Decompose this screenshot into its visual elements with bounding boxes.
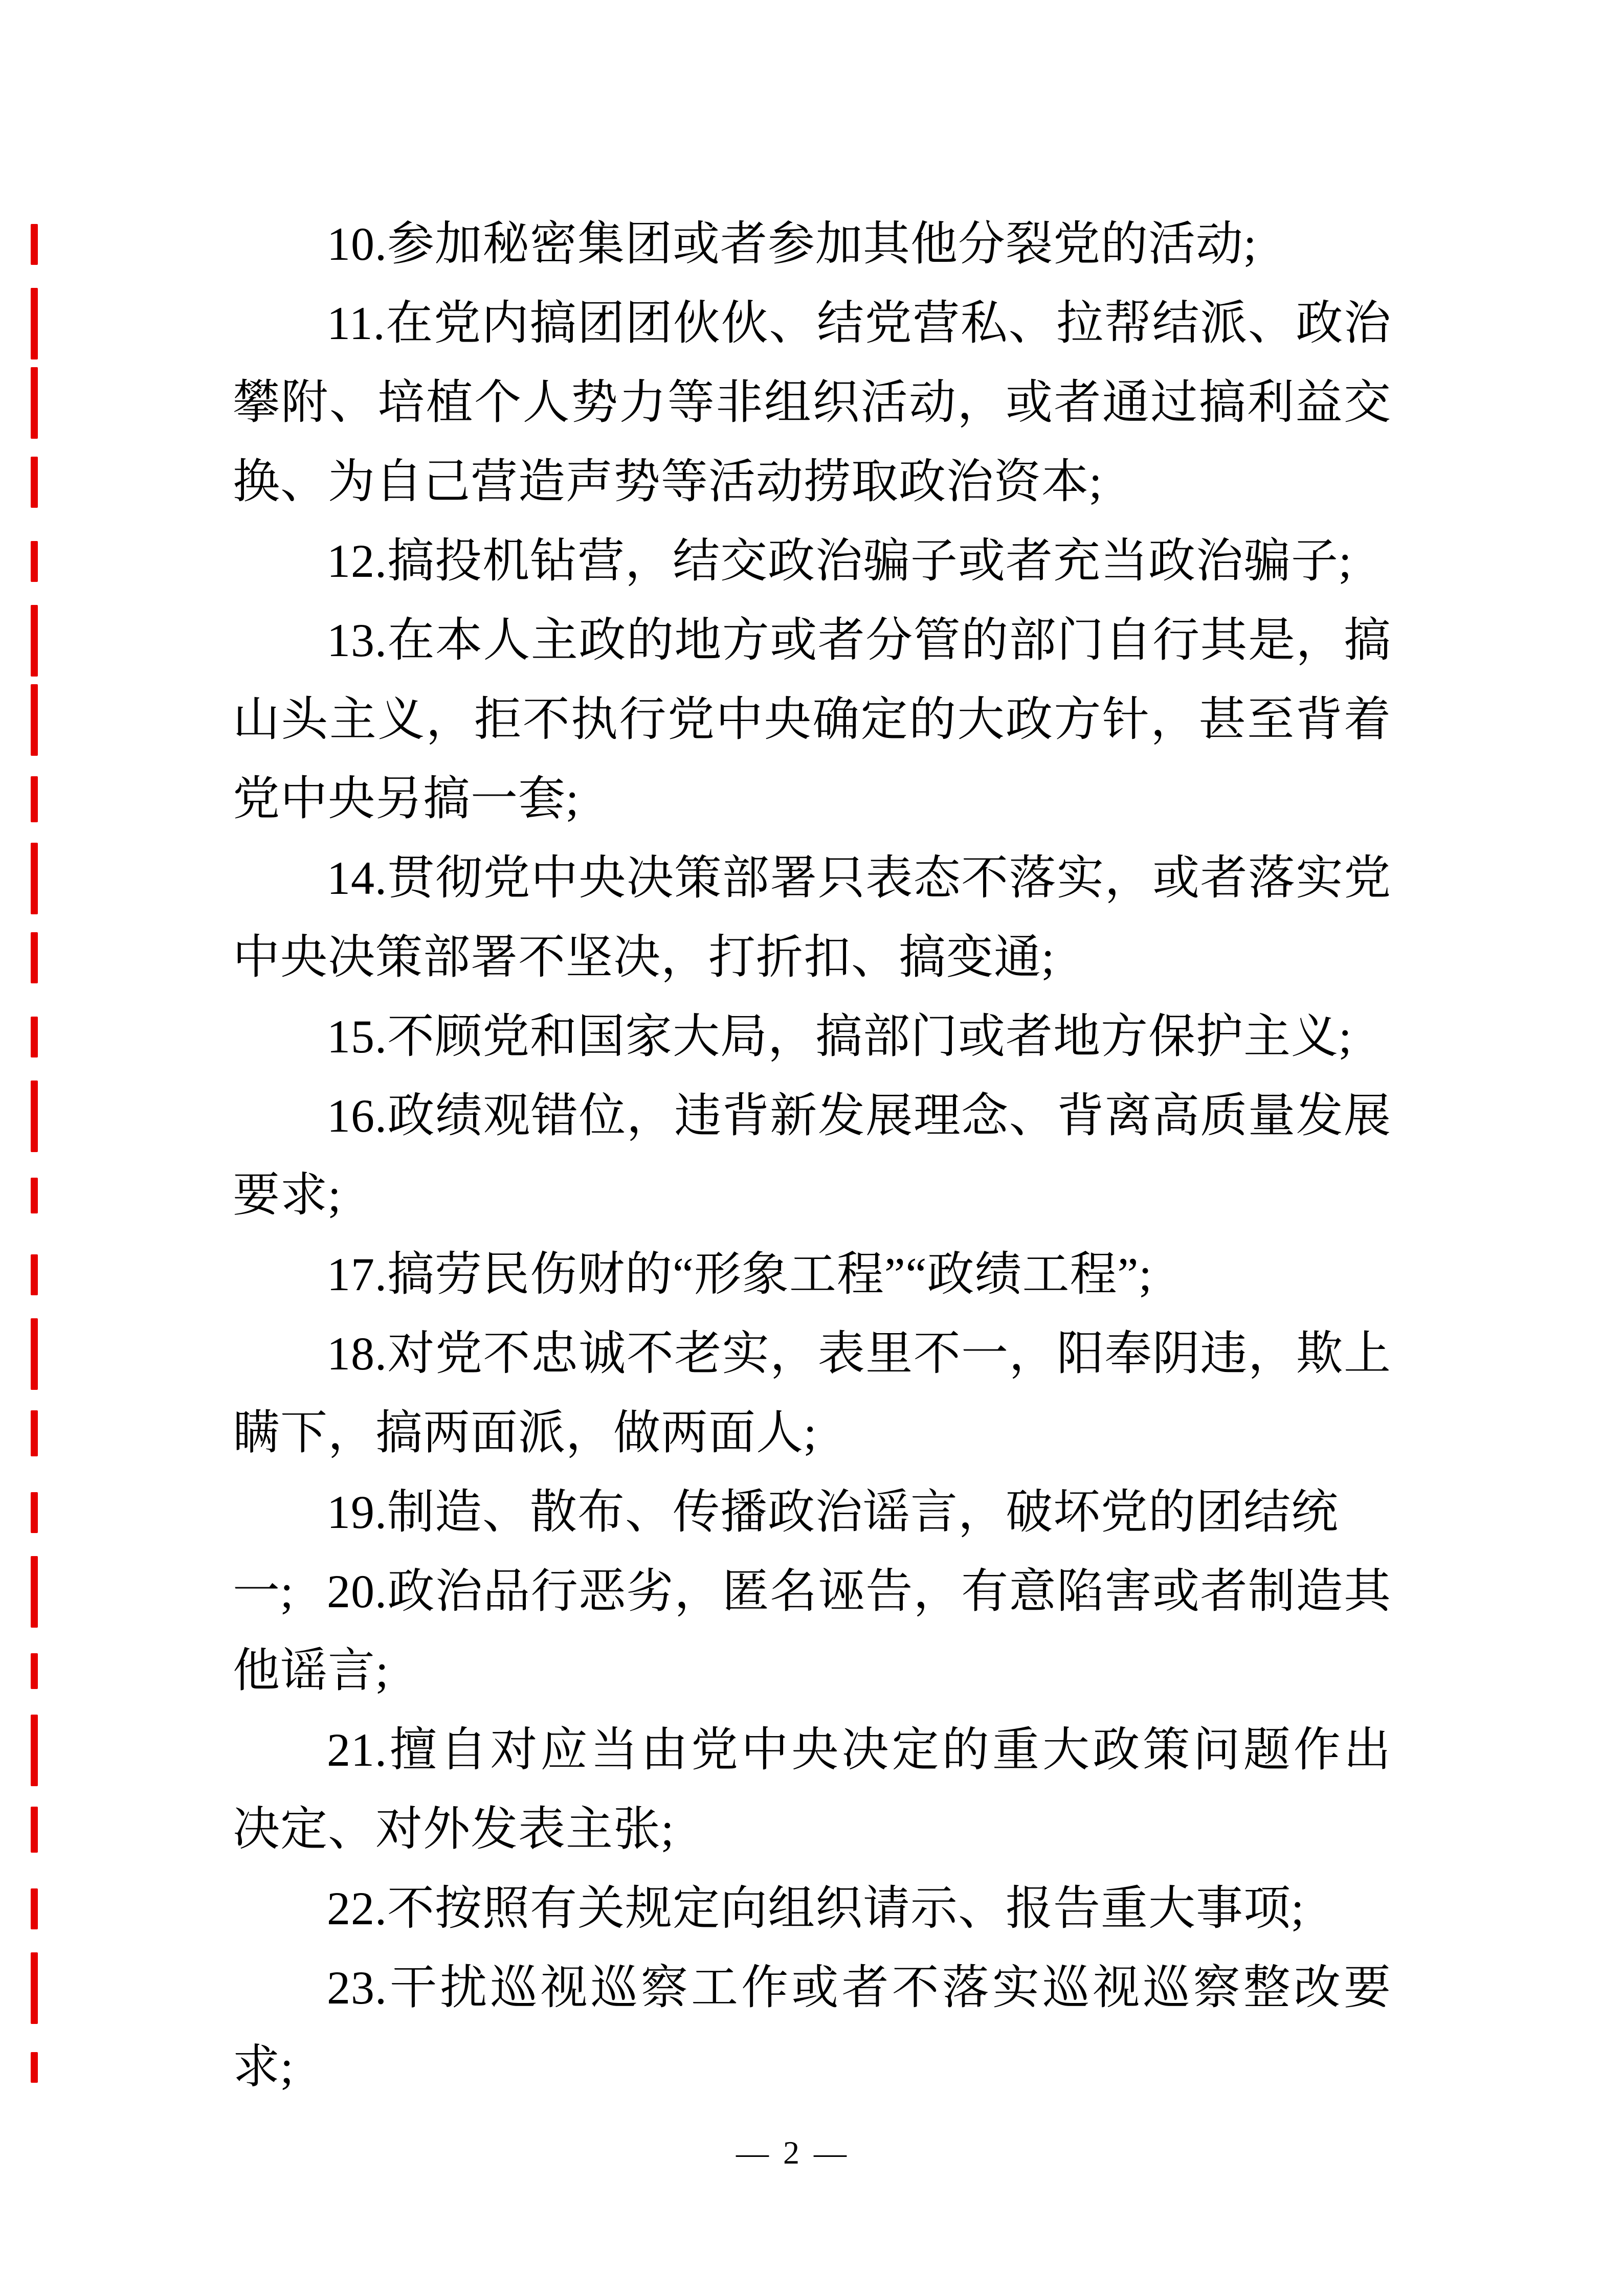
revision-mark [31, 1254, 38, 1295]
revision-bar-slot [31, 918, 39, 997]
revision-bar-slot [31, 284, 39, 363]
revision-bar-slot [31, 1076, 39, 1156]
document-line: 17.搞劳民伤财的“形象工程”“政绩工程”; [327, 1248, 1152, 1300]
revision-mark [31, 541, 38, 582]
revision-mark [31, 457, 38, 508]
document-line: 党中央另搞一套; [233, 773, 580, 825]
revision-bar-slot [31, 363, 39, 442]
revision-mark [31, 2052, 38, 2083]
revision-mark [31, 932, 38, 983]
document-line: 要求; [233, 1169, 342, 1221]
revision-bar-slot [31, 839, 39, 918]
revision-bar-slot [31, 680, 39, 759]
revision-bar-slot [31, 1710, 39, 1790]
document-line: 19.制造、散布、传播政治谣言，破坏党的团结统一; [233, 1486, 1339, 1617]
revision-bar-slot [31, 1948, 39, 2028]
document-line: 中央决策部署不坚决，打折扣、搞变通; [233, 931, 1055, 983]
revision-mark [31, 367, 38, 439]
revision-mark [31, 1807, 38, 1853]
revision-bar-slot [31, 1473, 39, 1552]
document-line: 10.参加秘密集团或者参加其他分裂党的活动; [327, 218, 1257, 270]
revision-mark [31, 1653, 38, 1689]
revision-mark [31, 1952, 38, 2024]
revision-bar-slot [31, 1552, 39, 1631]
document-line: 22.不按照有关规定向组织请示、报告重大事项; [327, 1882, 1305, 1934]
document-line: 11.在党内搞团团伙伙、结党营私、拉帮结派、政治 [327, 297, 1391, 349]
revision-bar-slot [31, 1393, 39, 1473]
document-line: 他谣言; [233, 1645, 389, 1697]
revision-mark [31, 776, 38, 822]
revision-bar-slot [31, 442, 39, 522]
revision-bar-slot [31, 1235, 39, 1314]
revision-mark [31, 1715, 38, 1786]
document-line: 攀附、培植个人势力等非组织活动，或者通过搞利益交 [233, 376, 1391, 429]
revision-mark [31, 1492, 38, 1533]
document-line: 15.不顾党和国家大局，搞部门或者地方保护主义; [327, 1010, 1352, 1063]
revision-bar-slot [31, 2028, 39, 2107]
revision-bar-slot [31, 759, 39, 839]
revision-mark [31, 1556, 38, 1628]
revision-bar-slot [31, 1869, 39, 1948]
revision-mark [31, 1081, 38, 1152]
revision-bar-slot [31, 997, 39, 1076]
document-line: 13.在本人主政的地方或者分管的部门自行其是，搞 [327, 614, 1391, 666]
document-line: 23.干扰巡视巡察工作或者不落实巡视巡察整改要 [327, 1962, 1391, 2014]
document-body [233, 205, 1391, 2107]
revision-mark [31, 288, 38, 359]
revision-mark [31, 224, 38, 265]
document-line: 12.搞投机钻营，结交政治骗子或者充当政治骗子; [327, 535, 1352, 587]
document-line: 16.政绩观错位，违背新发展理念、背离高质量发展 [327, 1090, 1391, 1142]
revision-mark [31, 843, 38, 914]
revision-bar-slot [31, 1156, 39, 1235]
revision-mark [31, 684, 38, 756]
revision-bars [31, 205, 39, 2107]
revision-mark [31, 605, 38, 677]
document-line: 山头主义，拒不执行党中央确定的大政方针，甚至背着 [233, 693, 1391, 746]
revision-bar-slot [31, 205, 39, 284]
revision-mark [31, 1318, 38, 1390]
document-line: 决定、对外发表主张; [233, 1803, 675, 1855]
document-line: 18.对党不忠诚不老实，表里不一，阳奉阴违，欺上 [327, 1327, 1391, 1380]
page-number: — 2 — [736, 2134, 850, 2171]
revision-mark [31, 1410, 38, 1456]
revision-mark [31, 1178, 38, 1213]
revision-bar-slot [31, 1631, 39, 1710]
document-line: 求; [233, 2041, 294, 2093]
document-line: 14.贯彻党中央决策部署只表态不落实，或者落实党 [327, 852, 1391, 904]
revision-bar-slot [31, 522, 39, 601]
revision-mark [31, 1017, 38, 1057]
revision-bar-slot [31, 601, 39, 680]
revision-bar-slot [31, 1314, 39, 1393]
document-line: 20.政治品行恶劣，匿名诬告，有意陷害或者制造其 [327, 1565, 1391, 1617]
revision-bar-slot [31, 1790, 39, 1869]
document-line: 瞒下，搞两面派，做两面人; [233, 1407, 817, 1459]
document-line: 换、为自己营造声势等活动捞取政治资本; [233, 456, 1103, 508]
document-line: 21.擅自对应当由党中央决定的重大政策问题作出 [327, 1724, 1391, 1776]
revision-mark [31, 1888, 38, 1929]
